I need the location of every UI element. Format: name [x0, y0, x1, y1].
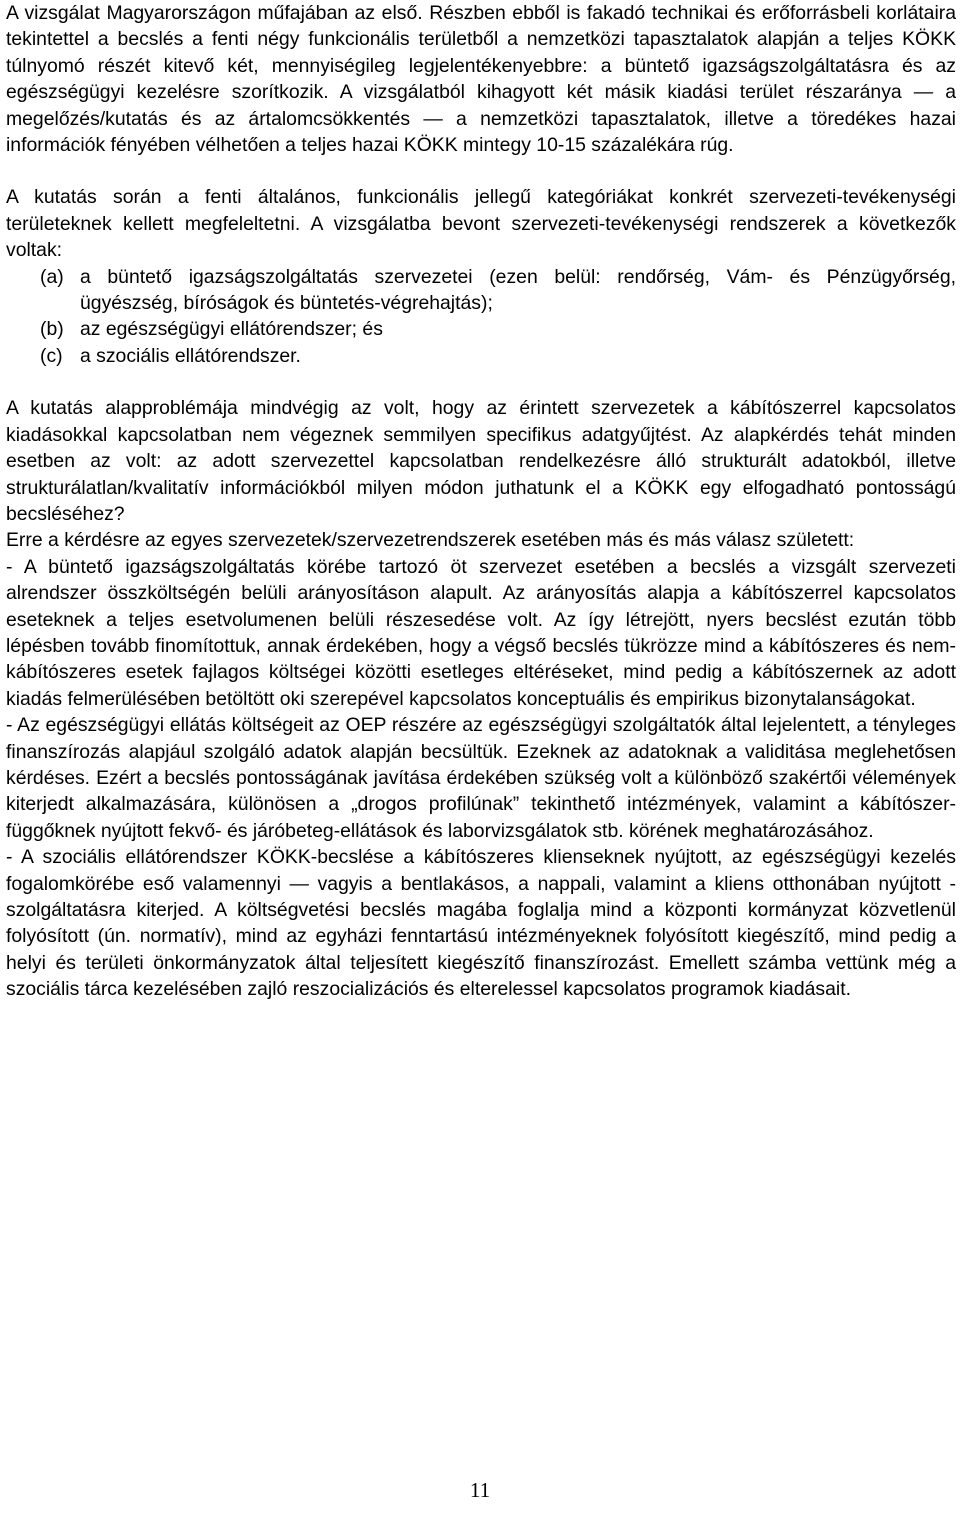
list-marker: (c)	[40, 344, 63, 367]
list-marker: (a)	[40, 265, 64, 288]
paragraph-social-care: - A szociális ellátórendszer KÖKK-becslése a kábítószeres klienseknek nyújtott, az egészségügyi kezelés fogalomkörébe eső valamennyi — vagyis a bentlakásos, a nappali, valamint a kliens otthonában nyújtott - szolgáltatásra kiterjed. A költségvetési becslés magába foglalja mind a központi kormányzat közvetlenül folyósított (ún. normatív), mind az egyházi fenntartású intézményeknek folyósított kiegészítő, mind pedig a helyi és területi önkormányzatok által teljesített kiegészítő finanszírozást. Emellett számba vettünk még a szociális tárca kezelésében zajló reszocializációs és elterelessel kapcsolatos programok kiadásait.	[6, 846, 956, 1001]
paragraph-problem: A kutatás alapproblémája mindvégig az volt, hogy az érintett szervezetek a kábítószerrel kapcsolatos kiadásokkal kapcsolatban nem végeznek semmilyen specifikus adatgyűjtést. Az alapkérdés tehát minden esetben az volt: az adott szervezettel kapcsolatban rendelkezésre álló strukturált adatokból, illetve strukturálatlan/kvalitatív információkból milyen módon juthatunk el a KÖKK egy elfogadható pontosságú becsléséhez?	[6, 397, 956, 525]
paragraph-healthcare: - Az egészségügyi ellátás költségeit az OEP részére az egészségügyi szolgáltatók által lejelentett, a tényleges finanszírozás alapjául szolgáló adatok alapján becsültük. Ezeknek az adatoknak a validitása meglehetősen kérdéses. Ezért a becslés pontosságának javítása érdekében szükség volt a különböző szakértői vélemények kiterjedt alkalmazására, különösen a „drogos profilúnak” tekinthető intézmények, valamint a kábítószer-függőknek nyújtott fekvő- és járóbeteg-ellátások és laborvizsgálatok stb. körének meghatározásához.	[6, 714, 956, 842]
list-item-text: az egészségügyi ellátórendszer; és	[80, 318, 383, 341]
document-body	[6, 0, 956, 1003]
page-number: 11	[469, 1478, 491, 1502]
paragraph-organizations: A kutatás során a fenti általános, funkcionális jellegű kategóriákat konkrét szervezeti-tevékenységi területeknek kellett megfeleltetni. A vizsgálatba bevont szervezeti-tevékenységi rendszerek a következők voltak:	[6, 186, 956, 262]
list-item-text: a szociális ellátórendszer.	[80, 344, 301, 367]
list-item	[6, 316, 956, 342]
organization-list	[6, 264, 956, 370]
paragraph-intro: A vizsgálat Magyarországon műfajában az első. Részben ebből is fakadó technikai és erőforrásbeli korlátaira tekintettel a becslés a fenti négy funkcionális területből a nemzetközi tapasztalatok alapján a teljes KÖKK túlnyomó részét kitevő két, mennyiségileg legjelentékenyebbre: a büntető igazságszolgáltatásra és az egészségügyi kezelésre szorítkozik. A vizsgálatból kihagyott két másik kiadási terület részaránya — a megelőzés/kutatás és az ártalomcsökkentés — a nemzetközi tapasztalatok, illetve a töredékes hazai információk fényében vélhetően a teljes hazai KÖKK mintegy 10-15 százalékára rúg.	[6, 2, 956, 157]
paragraph-criminal-justice: - A büntető igazságszolgáltatás körébe tartozó öt szervezet esetében a becslés a vizsgált szervezeti alrendszer összköltségén belüli arányosításon alapult. Az arányosítás alapja a kábítószerrel kapcsolatos eseteknek a teljes esetvolumenen belüli részesedése volt. Az így létrejött, nyers becslést ezután több lépésben tovább finomítottuk, annak érdekében, hogy a végső becslés tükrözze mind a kábítószeres és nem-kábítószeres esetek fajlagos költségei közötti esetleges eltéréseket, mind pedig a kábítószernek az adott kiadás felmerülésében betöltött oki szerepével kapcsolatos konceptuális és empirikus bizonytalanságokat.	[6, 555, 956, 710]
list-marker: (b)	[40, 318, 64, 341]
list-item-text: a büntető igazságszolgáltatás szervezetei (ezen belül: rendőrség, Vám- és Pénzügyőrség, ügyészség, bíróságok és büntetés-végrehajtás);	[80, 265, 956, 315]
list-item	[6, 264, 956, 317]
paragraph-answers-intro: Erre a kérdésre az egyes szervezetek/szervezetrendszerek esetében más és más válasz született:	[6, 529, 855, 552]
list-item	[6, 343, 956, 369]
